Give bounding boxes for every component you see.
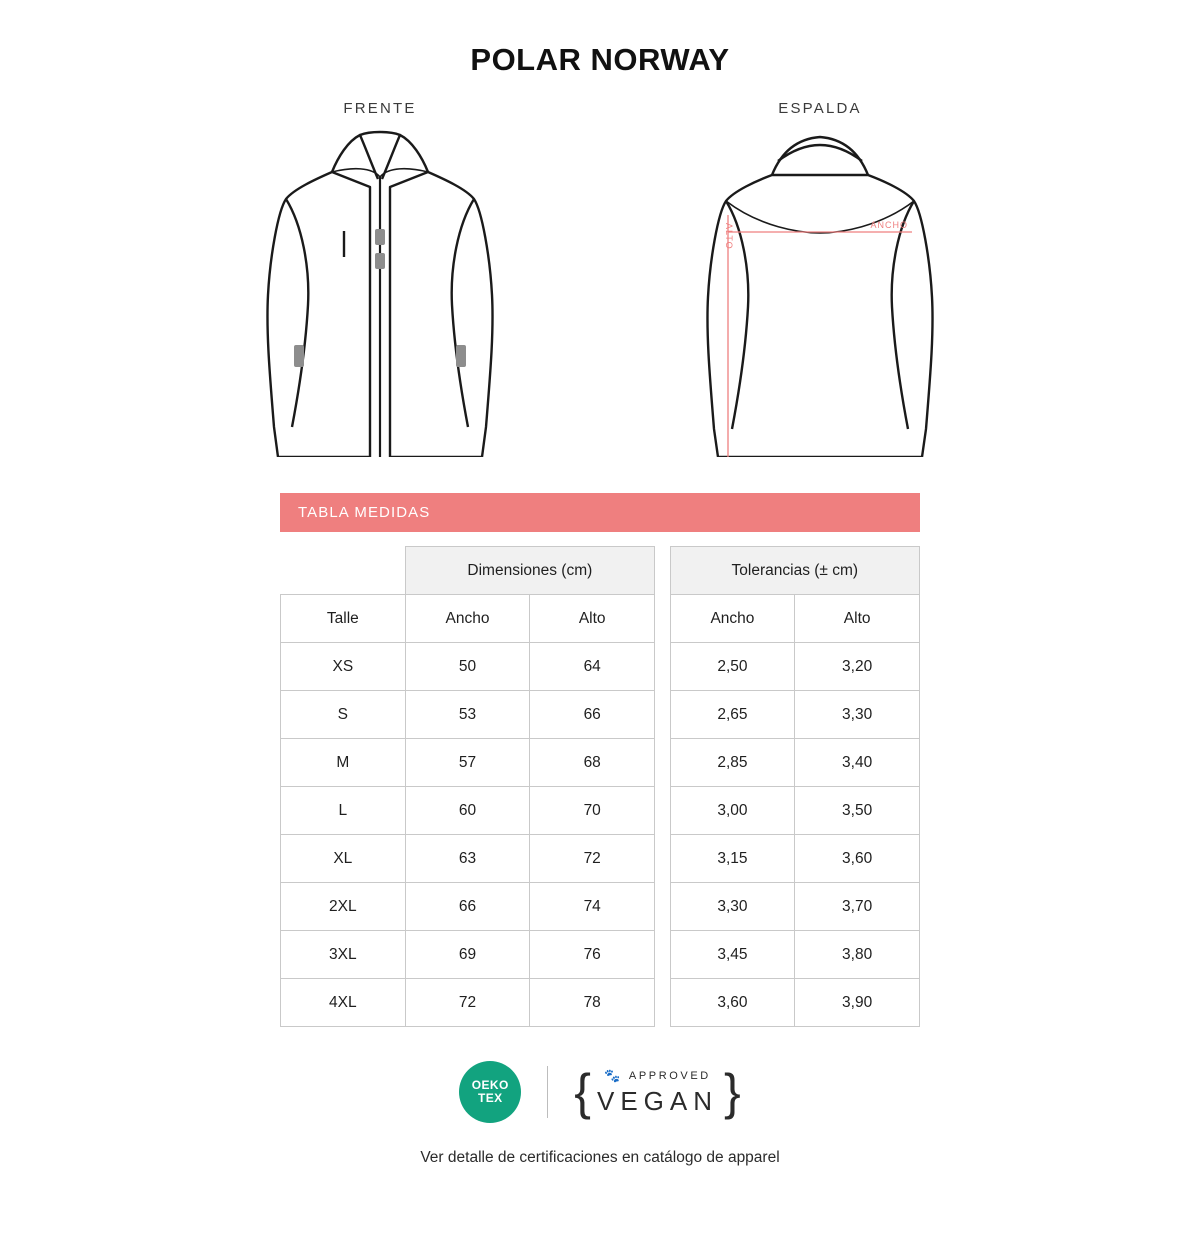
group-header-tolerancias: Tolerancias (± cm) [670, 547, 919, 595]
cell-tol-ancho: 3,60 [670, 979, 795, 1027]
column-spacer [655, 691, 671, 739]
table-row [281, 835, 920, 883]
footnote: Ver detalle de certificaciones en catálogo de apparel [420, 1149, 780, 1166]
garment-views [0, 100, 1200, 457]
cell-alto: 78 [530, 979, 655, 1027]
page-title: POLAR NORWAY [470, 42, 730, 77]
table-row [281, 787, 920, 835]
column-header-ancho: Ancho [405, 595, 530, 643]
cell-tol-ancho: 2,65 [670, 691, 795, 739]
column-header-talle: Talle [281, 595, 406, 643]
paw-icon: 🐾 [604, 1067, 623, 1083]
view-back-label: ESPALDA [778, 100, 862, 117]
column-spacer [655, 643, 671, 691]
column-spacer [655, 835, 671, 883]
table-row [281, 979, 920, 1027]
vegan-badge [574, 1064, 741, 1120]
cell-tol-ancho: 2,85 [670, 739, 795, 787]
view-back [660, 100, 980, 457]
column-header-tol-alto: Alto [795, 595, 920, 643]
cell-ancho: 63 [405, 835, 530, 883]
cell-talle: S [281, 691, 406, 739]
cell-ancho: 66 [405, 883, 530, 931]
cell-tol-ancho: 3,15 [670, 835, 795, 883]
cell-tol-alto: 3,90 [795, 979, 920, 1027]
cell-ancho: 50 [405, 643, 530, 691]
cell-alto: 64 [530, 643, 655, 691]
cell-ancho: 57 [405, 739, 530, 787]
table-row [281, 691, 920, 739]
size-table-header: TABLA MEDIDAS [280, 493, 920, 532]
size-table [280, 546, 920, 1027]
cell-talle: 4XL [281, 979, 406, 1027]
cell-alto: 68 [530, 739, 655, 787]
vegan-label: VEGAN [596, 1085, 719, 1116]
empty-corner-cell [281, 547, 406, 595]
view-front [220, 100, 540, 457]
cell-talle: XS [281, 643, 406, 691]
back-vest-illustration [660, 127, 980, 457]
column-spacer [655, 883, 671, 931]
cell-ancho: 72 [405, 979, 530, 1027]
cell-talle: L [281, 787, 406, 835]
cell-talle: 2XL [281, 883, 406, 931]
vegan-approved-label: APPROVED [628, 1069, 711, 1082]
column-spacer [655, 595, 671, 643]
view-front-label: FRENTE [343, 100, 417, 117]
cell-tol-ancho: 3,00 [670, 787, 795, 835]
cell-tol-ancho: 3,45 [670, 931, 795, 979]
size-table-section [280, 493, 920, 1027]
table-column-header-row [281, 595, 920, 643]
oeko-line2: TEX [478, 1091, 503, 1105]
cell-tol-alto: 3,70 [795, 883, 920, 931]
group-header-dimensiones: Dimensiones (cm) [405, 547, 654, 595]
column-spacer [655, 931, 671, 979]
front-vest-illustration [220, 127, 540, 457]
brace-left: { [574, 1064, 591, 1120]
cell-talle: M [281, 739, 406, 787]
cell-talle: XL [281, 835, 406, 883]
brace-right: } [724, 1064, 741, 1120]
certifications [0, 1061, 1200, 1123]
cell-alto: 72 [530, 835, 655, 883]
alto-guide-label: ALTO [724, 223, 734, 250]
cell-alto: 74 [530, 883, 655, 931]
table-row [281, 883, 920, 931]
cell-alto: 76 [530, 931, 655, 979]
cell-talle: 3XL [281, 931, 406, 979]
cell-tol-alto: 3,30 [795, 691, 920, 739]
column-header-tol-ancho: Ancho [670, 595, 795, 643]
cell-tol-alto: 3,50 [795, 787, 920, 835]
cell-ancho: 60 [405, 787, 530, 835]
cell-alto: 66 [530, 691, 655, 739]
column-spacer [655, 787, 671, 835]
oeko-tex-badge [459, 1061, 521, 1123]
cell-tol-alto: 3,20 [795, 643, 920, 691]
cell-tol-alto: 3,40 [795, 739, 920, 787]
cell-alto: 70 [530, 787, 655, 835]
column-spacer [655, 979, 671, 1027]
oeko-line1: OEKO [471, 1078, 509, 1093]
column-spacer [655, 739, 671, 787]
ancho-guide-label: ANCHO [870, 220, 908, 230]
table-row [281, 643, 920, 691]
table-row [281, 739, 920, 787]
certifications-divider [547, 1066, 548, 1118]
column-header-alto: Alto [530, 595, 655, 643]
table-row [281, 931, 920, 979]
cell-tol-alto: 3,80 [795, 931, 920, 979]
column-spacer [655, 547, 671, 595]
cell-tol-ancho: 3,30 [670, 883, 795, 931]
cell-ancho: 53 [405, 691, 530, 739]
cell-ancho: 69 [405, 931, 530, 979]
cell-tol-alto: 3,60 [795, 835, 920, 883]
cell-tol-ancho: 2,50 [670, 643, 795, 691]
table-group-header-row [281, 547, 920, 595]
